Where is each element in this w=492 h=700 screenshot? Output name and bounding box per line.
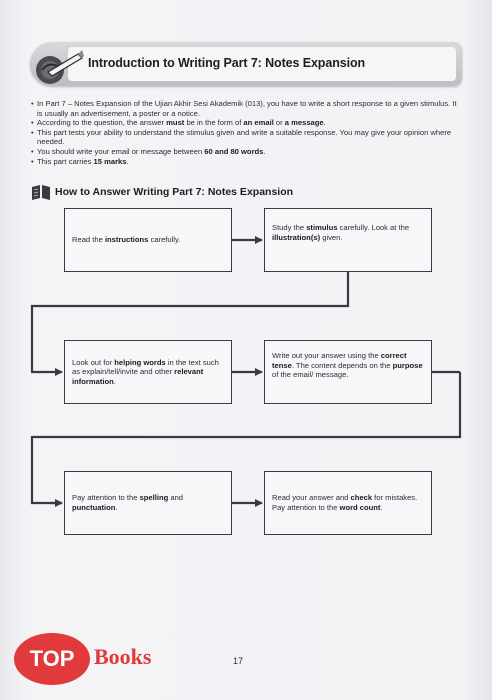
step-box-study-stimulus [264, 208, 432, 272]
page-number: 17 [233, 656, 244, 666]
section-heading: How to Answer Writing Part 7: Notes Expansion [55, 186, 294, 198]
logo-top-text: TOP [29, 646, 75, 671]
step-text: Look out for helping words in the text such as explain/tell/invite and other relevant information. [72, 357, 219, 386]
step-text: Study the stimulus carefully. Look at the illustration(s) given. [272, 223, 410, 242]
step-box-helping-words [64, 340, 232, 404]
page-title: Introduction to Writing Part 7: Notes Expansion [88, 56, 366, 70]
intro-bullet: • According to the question, the answer must be in the form of an email or a message. [31, 118, 461, 128]
intro-bullet: • In Part 7 – Notes Expansion of the Ujian Akhir Sesi Akademik (013), you have to write a short response to a given stimulus. It is usually an advertisement, a poster or a notice. [31, 99, 461, 118]
step-text: Pay attention to the spelling and punctuation. [72, 493, 184, 512]
step-box-check-answer [264, 471, 432, 535]
step-box-read-instructions [64, 208, 232, 272]
step-box-write-answer [264, 340, 432, 404]
intro-bullet: • This part tests your ability to understand the stimulus given and write a suitable response. You may give your opinion where needed. [31, 128, 461, 147]
step-box-spelling-punctuation [64, 471, 232, 535]
step-text: Read your answer and check for mistakes. Pay attention to the word count. [272, 493, 418, 512]
logo-books-text: Books [94, 644, 152, 669]
topbooks-logo [10, 628, 190, 688]
intro-bullet: • You should write your email or message between 60 and 80 words. [31, 147, 461, 157]
intro-bullet: • This part carries 15 marks. [31, 157, 461, 167]
step-text: Read the instructions carefully. [72, 235, 181, 245]
step-text: Write out your answer using the correct tense. The content depends on the purpose of the email/ message. [272, 351, 423, 380]
